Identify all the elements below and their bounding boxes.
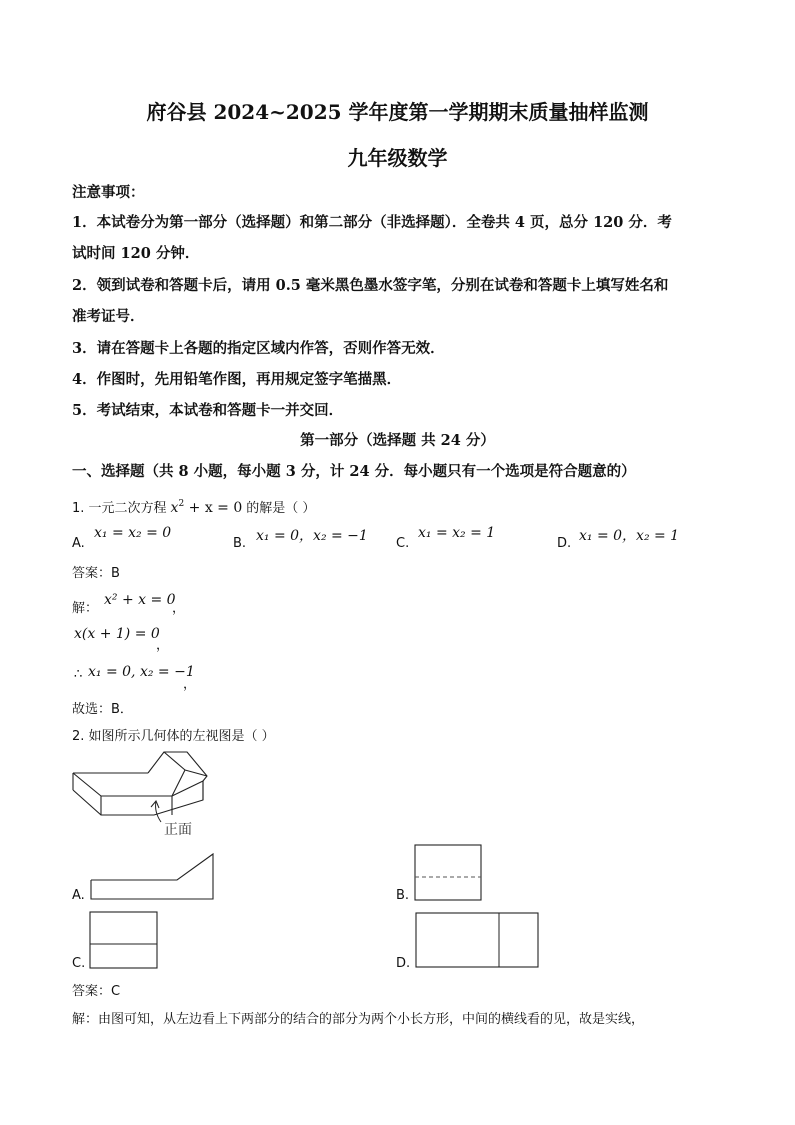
q1-step-2-comma: ， bbox=[156, 638, 170, 653]
q1-stem-before: 1. 一元二次方程 bbox=[72, 501, 167, 516]
q1-option-d-label: D. bbox=[557, 536, 572, 551]
q1-option-b-label: B. bbox=[233, 536, 247, 551]
q1-step-3: x₁ = 0, x₂ = −1 bbox=[88, 664, 195, 680]
q1-option-c-label: C. bbox=[396, 536, 410, 551]
front-view-label: 正面 bbox=[164, 822, 192, 838]
q1-option-b-value: x₁ = 0，x₂ = −1 bbox=[256, 528, 368, 544]
q2-option-b-label: B. bbox=[396, 888, 410, 903]
q1-option-c-value: x₁ = x₂ = 1 bbox=[418, 525, 496, 541]
q2-answer: 答案：C bbox=[72, 984, 121, 999]
q1-equation: $x^2 + x = 0$ bbox=[170, 499, 243, 516]
notice-item-3: 3．请在答题卡上各题的指定区域内作答，否则作答无效． bbox=[72, 340, 445, 357]
q2-solution: 解：由图可知，从左边看上下两部分的结合的部分为两个小长方形，中间的横线看的见，故是实线， bbox=[72, 1012, 645, 1027]
q1-step-3-comma: ， bbox=[183, 677, 197, 692]
notice-item-1-line-1: 1．本试卷分为第一部分（选择题）和第二部分（非选择题）．全卷共 4 页，总分 120 分．考 bbox=[72, 214, 672, 231]
q1-stem-after: 的解是（ ） bbox=[246, 501, 316, 516]
q1-solution-label: 解： bbox=[72, 601, 99, 616]
q2-option-d-label: D. bbox=[396, 956, 411, 971]
q1-step-2: x(x + 1) = 0 bbox=[74, 626, 160, 642]
q1-therefore: ∴ bbox=[74, 667, 83, 682]
q1-step-1: x² + x = 0 bbox=[104, 592, 176, 608]
q1-option-d-value: x₁ = 0，x₂ = 1 bbox=[579, 528, 680, 544]
q2-option-a-label: A. bbox=[72, 888, 85, 903]
notice-item-4: 4．作图时，先用铅笔作图，再用规定签字笔描黑． bbox=[72, 371, 402, 388]
exam-title: 府谷县 2024~2025 学年度第一学期期末质量抽样监测 bbox=[146, 100, 649, 124]
q2-stem: 2. 如图所示几何体的左视图是（ ） bbox=[72, 729, 275, 744]
q2-option-c-label: C. bbox=[72, 956, 86, 971]
notice-item-1-line-2: 试时间 120 分钟． bbox=[72, 245, 200, 262]
notice-item-5: 5．考试结束，本试卷和答题卡一并交回． bbox=[72, 402, 344, 419]
q1-conclusion: 故选：B． bbox=[72, 702, 133, 717]
notice-item-2-line-2: 准考证号． bbox=[72, 308, 145, 325]
section-heading: 一、选择题（共 8 小题，每小题 3 分，计 24 分．每小题只有一个选项是符合题意的） bbox=[72, 463, 636, 480]
notice-heading: 注意事项： bbox=[72, 184, 145, 201]
q1-option-a-label: A. bbox=[72, 536, 85, 551]
q1-option-a-value: x₁ = x₂ = 0 bbox=[94, 525, 172, 541]
q1-answer: 答案：B bbox=[72, 566, 120, 581]
q1-step-1-comma: ， bbox=[172, 601, 186, 616]
notice-item-2-line-1: 2．领到试卷和答题卡后，请用 0.5 毫米黑色墨水签字笔，分别在试卷和答题卡上填写姓名和 bbox=[72, 277, 669, 294]
part-one-heading: 第一部分（选择题 共 24 分） bbox=[300, 432, 495, 449]
exam-subtitle: 九年级数学 bbox=[347, 146, 448, 170]
